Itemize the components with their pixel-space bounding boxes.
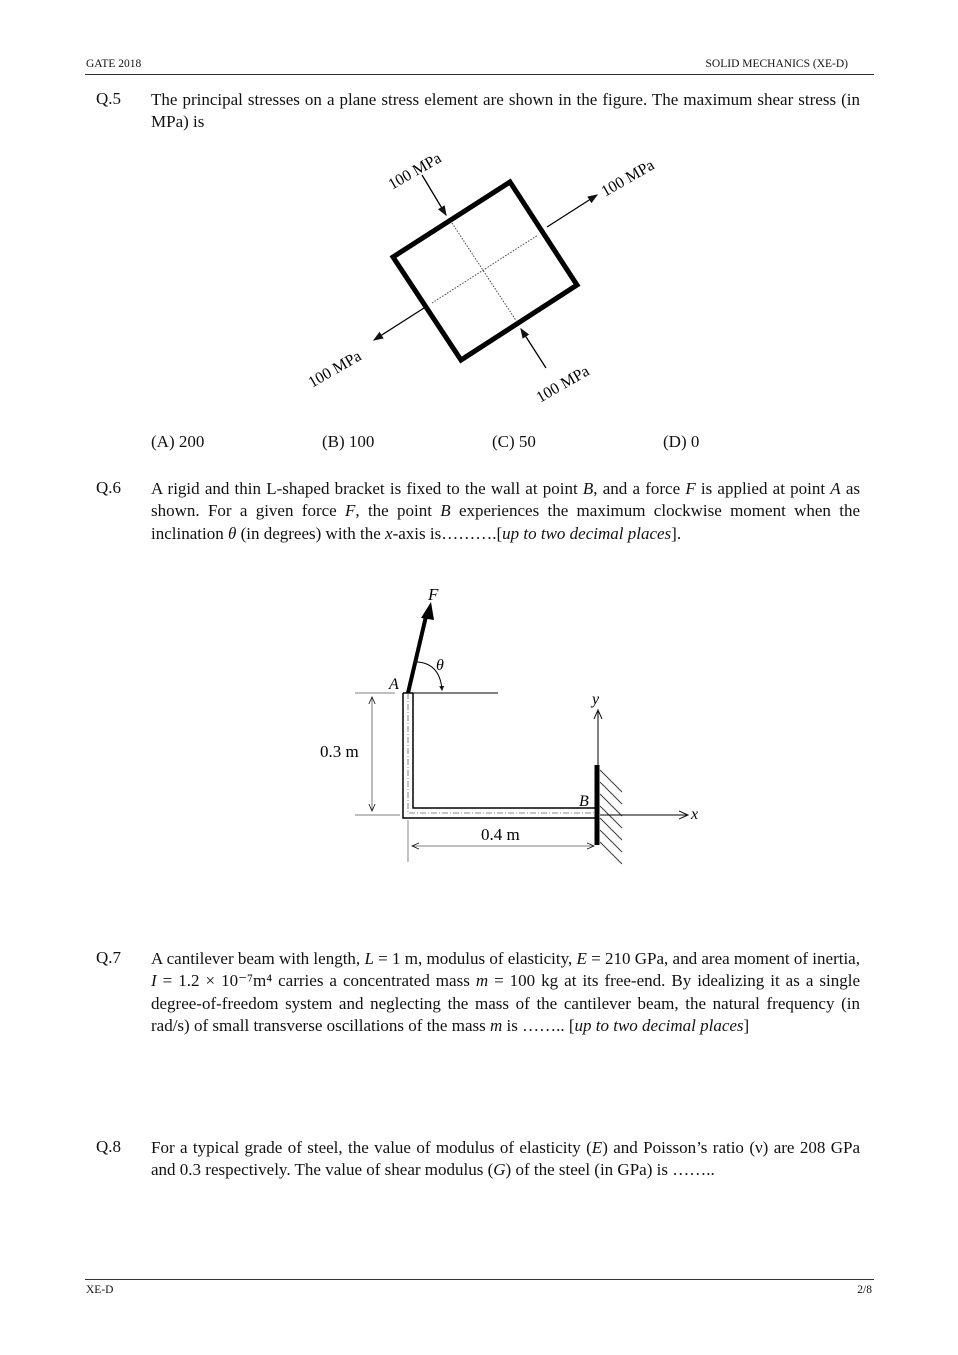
text-segment: -axis is……….[ (392, 523, 503, 543)
italic-text: F (345, 501, 356, 521)
compressive-arrow-top (422, 175, 446, 215)
text-segment: = 100 kg at its free-end. By idealizing it as a single degree-of-freedom system and neglecting the mass of the cantilever beam, the natural frequency (in rad/s) of small transverse oscillations of the mass (151, 971, 860, 1035)
label-height: 0.3 m (320, 742, 359, 761)
italic-text: I (151, 971, 157, 991)
dotted-axis (452, 223, 517, 322)
option-d: (D) 0 (663, 432, 700, 451)
italic-text: m (489, 1015, 503, 1035)
bracket-outer (403, 693, 597, 818)
italic-text: B (440, 501, 451, 521)
italic-text: G (493, 1160, 506, 1180)
italic-text: L (364, 949, 374, 968)
italic-text: x (385, 523, 393, 543)
label-theta: θ (436, 657, 444, 674)
text-segment: (in degrees) with the (236, 523, 386, 543)
footer-code: XE-D (86, 1284, 114, 1296)
header-subject: SOLID MECHANICS (XE-D) (705, 58, 848, 70)
text-segment: and a force (597, 479, 686, 498)
question-text-7 (151, 948, 860, 1037)
italic-text: E (576, 949, 587, 968)
text-segment: ] (743, 1015, 750, 1035)
stress-label-right: 100 MPa (598, 156, 658, 201)
label-F: F (428, 585, 439, 604)
dotted-axis (432, 235, 538, 303)
tensile-arrow-left (374, 308, 424, 340)
option-c: (C) 50 (492, 432, 536, 451)
text-segment: experiences the maximum clockwise moment when the inclination (151, 501, 860, 543)
label-B: B (579, 793, 589, 810)
question-text-8 (151, 1137, 860, 1182)
text-segment: , the point (355, 501, 441, 521)
force-arrow (408, 612, 427, 693)
l-bracket-figure (320, 585, 698, 864)
italic-text: up to two decimal places (502, 523, 672, 543)
footer-rule (85, 1279, 874, 1280)
label-width: 0.4 m (481, 825, 520, 844)
option-a: (A) 200 (151, 432, 205, 451)
wall-hatching (600, 770, 622, 864)
text-segment: = 210 GPa, and area moment of inertia, (586, 949, 860, 968)
tensile-arrow-right (547, 195, 597, 227)
stress-element-figure (306, 150, 658, 407)
italic-text: A (830, 479, 841, 498)
text-segment: is …….. [ (502, 1015, 575, 1035)
text-segment: A cantilever beam with length, (151, 949, 365, 968)
text-segment: is applied at point (695, 479, 831, 498)
text-segment: ) and Poisson’s ratio (ν) are 208 GPa and 0.3 respectively. The value of shear modulus ( (151, 1138, 860, 1180)
question-number-7: Q.7 (96, 948, 122, 967)
question-number-6: Q.6 (96, 478, 122, 497)
italic-text: F (685, 479, 696, 498)
text-segment: as shown. For a given force (151, 479, 860, 521)
label-y: y (592, 691, 600, 708)
stress-label-bottom: 100 MPa (533, 362, 593, 407)
question-number-8: Q.8 (96, 1137, 122, 1156)
text-segment: ]. (671, 523, 682, 543)
stress-element-square (393, 182, 577, 360)
italic-text: m (475, 971, 489, 991)
page-number: 2/8 (857, 1284, 872, 1296)
text-segment: The principal stresses on a plane stress element are shown in the figure. The maximum shear stress (in MPa) is (151, 90, 860, 132)
label-A: A (389, 676, 399, 693)
italic-text: θ (227, 523, 237, 543)
text-segment: A rigid and thin L-shaped bracket is fixed to the wall at point (151, 479, 583, 498)
italic-text: B, (582, 479, 598, 498)
bracket-centerline (408, 693, 597, 813)
bracket-inner (413, 693, 597, 808)
question-number-5: Q.5 (96, 89, 122, 108)
label-x: x (691, 806, 699, 823)
stress-label-left: 100 MPa (305, 347, 365, 392)
compressive-arrow-bottom (521, 329, 546, 368)
text-segment: = 1 m, modulus of elasticity, (373, 949, 577, 968)
text-segment: For a typical grade of steel, the value of modulus of elasticity ( (151, 1138, 592, 1157)
italic-text: up to two decimal places (574, 1015, 744, 1035)
question-text-6 (151, 478, 860, 545)
text-segment: ) of the steel (in GPa) is …….. (505, 1160, 715, 1180)
header-exam: GATE 2018 (86, 58, 142, 70)
italic-text: E (591, 1138, 603, 1157)
text-segment: = 1.2 × 10⁻⁷m⁴ carries a concentrated mass (156, 971, 476, 991)
option-b: (B) 100 (322, 432, 375, 451)
stress-label-top: 100 MPa (385, 149, 445, 194)
